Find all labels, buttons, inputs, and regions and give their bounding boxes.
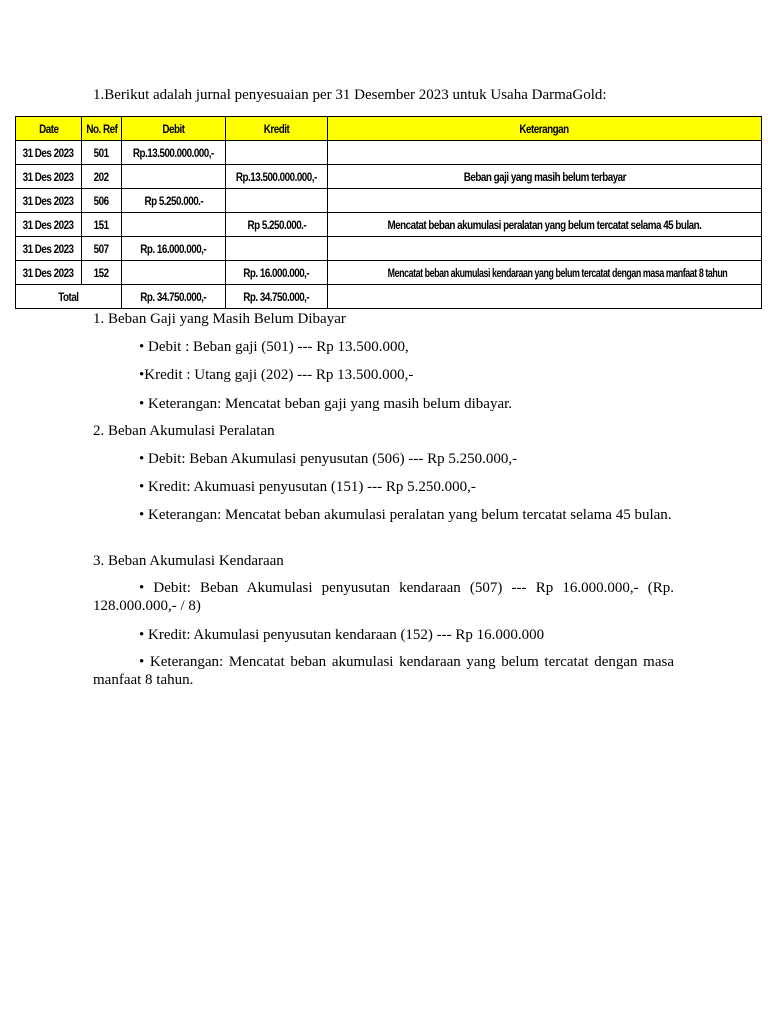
section-title-2: 2. Beban Akumulasi Peralatan bbox=[93, 423, 275, 439]
total-label: Total bbox=[16, 285, 122, 309]
section-title-3: 3. Beban Akumulasi Kendaraan bbox=[93, 553, 284, 569]
header-date: Date bbox=[16, 117, 82, 141]
header-no-ref: No. Ref bbox=[82, 117, 122, 141]
cell-ref: 202 bbox=[82, 165, 122, 189]
table-row bbox=[16, 189, 762, 213]
cell-kredit: Rp.13.500.000.000,- bbox=[226, 165, 328, 189]
cell-date: 31 Des 2023 bbox=[16, 141, 82, 165]
cell-ref: 151 bbox=[82, 213, 122, 237]
cell-ref: 507 bbox=[82, 237, 122, 261]
cell-ref: 506 bbox=[82, 189, 122, 213]
cell-debit bbox=[122, 261, 226, 285]
cell-kredit: Rp 5.250.000.- bbox=[226, 213, 328, 237]
cell-debit: Rp.13.500.000.000,- bbox=[122, 141, 226, 165]
header-kredit: Kredit bbox=[226, 117, 328, 141]
total-kredit: Rp. 34.750.000,- bbox=[226, 285, 328, 309]
cell-date: 31 Des 2023 bbox=[16, 213, 82, 237]
table-row bbox=[16, 213, 762, 237]
section-2-keterangan: • Keterangan: Mencatat beban akumulasi peralatan yang belum tercatat selama 45 bulan. bbox=[139, 507, 672, 523]
cell-debit: Rp. 16.000.000,- bbox=[122, 237, 226, 261]
table-row bbox=[16, 237, 762, 261]
cell-date: 31 Des 2023 bbox=[16, 189, 82, 213]
cell-debit bbox=[122, 213, 226, 237]
intro-text: 1.Berikut adalah jurnal penyesuaian per 31 Desember 2023 untuk Usaha DarmaGold: bbox=[93, 87, 607, 103]
header-debit: Debit bbox=[122, 117, 226, 141]
section-3-keterangan: • Keterangan: Mencatat beban akumulasi kendaraan yang belum tercatat dengan masa manfaat 8 tahun. bbox=[93, 654, 674, 688]
cell-keterangan bbox=[328, 189, 762, 213]
section-1-debit: • Debit : Beban gaji (501) --- Rp 13.500.000, bbox=[139, 339, 409, 355]
table-total-row bbox=[16, 285, 762, 309]
section-2-kredit: • Kredit: Akumuasi penyusutan (151) --- Rp 5.250.000,- bbox=[139, 479, 476, 495]
section-1-kredit: •Kredit : Utang gaji (202) --- Rp 13.500.000,- bbox=[139, 367, 414, 383]
cell-kredit bbox=[226, 189, 328, 213]
cell-keterangan: Beban gaji yang masih belum terbayar bbox=[328, 165, 762, 189]
table-row bbox=[16, 141, 762, 165]
section-3-debit: • Debit: Beban Akumulasi penyusutan kendaraan (507) --- Rp 16.000.000,- (Rp. 128.000.000,- / 8) bbox=[93, 580, 674, 614]
section-title-1: 1. Beban Gaji yang Masih Belum Dibayar bbox=[93, 311, 346, 327]
cell-debit: Rp 5.250.000.- bbox=[122, 189, 226, 213]
total-debit: Rp. 34.750.000,- bbox=[122, 285, 226, 309]
cell-kredit: Rp. 16.000.000,- bbox=[226, 261, 328, 285]
cell-ref: 501 bbox=[82, 141, 122, 165]
total-keterangan bbox=[328, 285, 762, 309]
cell-kredit bbox=[226, 141, 328, 165]
cell-debit bbox=[122, 165, 226, 189]
cell-ref: 152 bbox=[82, 261, 122, 285]
cell-keterangan bbox=[328, 237, 762, 261]
journal-table bbox=[15, 116, 762, 309]
cell-keterangan: Mencatat beban akumulasi peralatan yang belum tercatat selama 45 bulan. bbox=[328, 213, 762, 237]
cell-date: 31 Des 2023 bbox=[16, 237, 82, 261]
table-header-row bbox=[16, 117, 762, 141]
cell-keterangan: Mencatat beban akumulasi kendaraan yang belum tercatat dengan masa manfaat 8 tahun bbox=[328, 261, 762, 285]
cell-date: 31 Des 2023 bbox=[16, 261, 82, 285]
table-row bbox=[16, 165, 762, 189]
section-1-keterangan: • Keterangan: Mencatat beban gaji yang masih belum dibayar. bbox=[139, 396, 513, 412]
cell-date: 31 Des 2023 bbox=[16, 165, 82, 189]
cell-kredit bbox=[226, 237, 328, 261]
cell-keterangan bbox=[328, 141, 762, 165]
header-keterangan: Keterangan bbox=[328, 117, 762, 141]
table-row bbox=[16, 261, 762, 285]
section-3-kredit: • Kredit: Akumulasi penyusutan kendaraan (152) --- Rp 16.000.000 bbox=[139, 627, 545, 643]
section-2-debit: • Debit: Beban Akumulasi penyusutan (506) --- Rp 5.250.000,- bbox=[139, 451, 518, 467]
